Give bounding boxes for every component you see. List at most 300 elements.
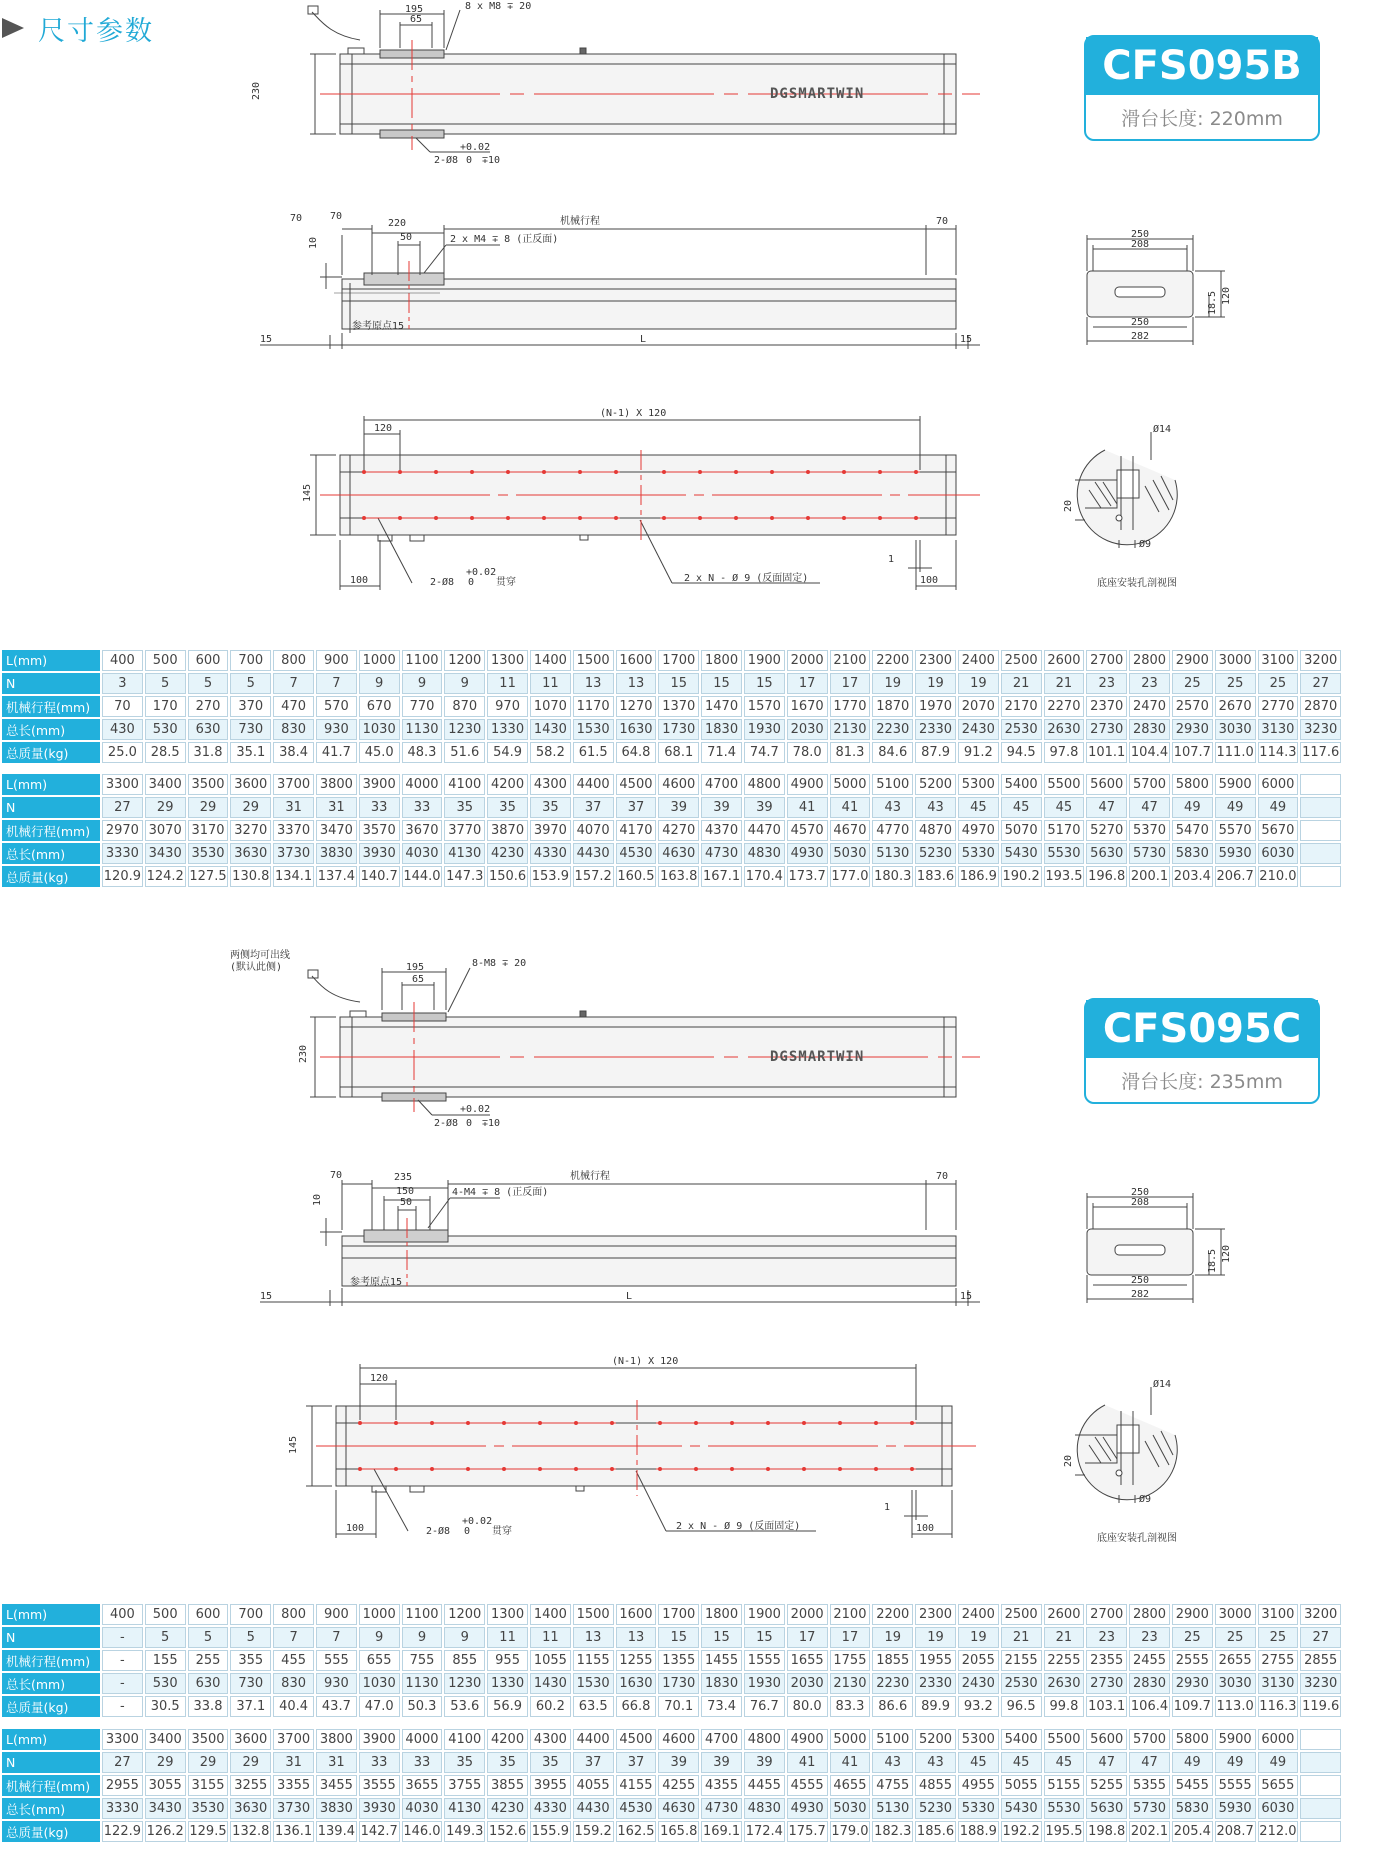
table-cell: 169.1 [701, 1821, 742, 1842]
table-row [2, 820, 1341, 841]
table-cell: 132.8 [230, 1821, 271, 1842]
table-cell: 6000 [1258, 774, 1299, 795]
table-cell: 4300 [530, 774, 571, 795]
pin-depth: ∓10 [482, 155, 501, 166]
table-row [2, 742, 1341, 763]
table-cell: 4570 [787, 820, 828, 841]
table-cell: 2500 [1001, 1604, 1042, 1625]
width-250b: 250 [1131, 317, 1150, 328]
table-cell: 5000 [830, 774, 871, 795]
table-cell: 99.8 [1044, 1696, 1085, 1717]
table-cell: 190.2 [1001, 866, 1042, 887]
table-cell: 19 [958, 1627, 999, 1648]
table-cell: 160.5 [616, 866, 657, 887]
table-cell: 2700 [1086, 1604, 1127, 1625]
table-row [2, 797, 1341, 818]
table-cell: 31.8 [188, 742, 229, 763]
table-cell: 130.8 [230, 866, 271, 887]
one-dim: 1 [888, 554, 895, 565]
table-cell: 1730 [658, 1673, 699, 1694]
table-cell: 2900 [1172, 1604, 1213, 1625]
table-cell: 159.2 [573, 1821, 614, 1842]
pin-tolerance2: 0 [466, 155, 473, 166]
table-cell: 430 [102, 719, 143, 740]
table-cell: 5700 [1129, 1729, 1170, 1750]
table-cell: 2430 [958, 719, 999, 740]
first-dim: 120 [370, 1373, 389, 1384]
table-cell: 58.2 [530, 742, 571, 763]
side-view-drawing [260, 205, 980, 355]
table-cell: 2070 [958, 696, 999, 717]
table-cell: 5030 [830, 1798, 871, 1819]
table-cell: 1200 [444, 1604, 485, 1625]
table-cell: 23 [1086, 1627, 1127, 1648]
table-cell: 13 [573, 673, 614, 694]
table-cell: 9 [402, 1627, 443, 1648]
table-cell: 5630 [1086, 1798, 1127, 1819]
row-label: N [2, 1627, 100, 1648]
table-cell: 47 [1086, 797, 1127, 818]
model-badge-b [1084, 35, 1320, 141]
height-dim: 145 [302, 483, 313, 502]
table-cell: 555 [316, 1650, 357, 1671]
table-cell: 5500 [1044, 1729, 1085, 1750]
table-cell: 203.4 [1172, 866, 1213, 887]
table-cell: 185.6 [915, 1821, 956, 1842]
table-cell: 800 [273, 1604, 314, 1625]
table-cell: 670 [359, 696, 400, 717]
table-cell: 2770 [1258, 696, 1299, 717]
table-cell: 4330 [530, 843, 571, 864]
slide-length: 滑台长度: 220mm [1121, 107, 1283, 130]
table-cell: 1730 [658, 719, 699, 740]
table-cell: 4830 [744, 1798, 785, 1819]
table-cell: 163.8 [658, 866, 699, 887]
table-cell: 37 [616, 797, 657, 818]
table-cell: 1900 [744, 650, 785, 671]
bottom-view-drawing [260, 400, 980, 595]
table-cell: 4430 [573, 1798, 614, 1819]
table-cell: 1770 [830, 696, 871, 717]
table-cell: 3770 [444, 820, 485, 841]
table-cell: 930 [316, 719, 357, 740]
table-cell: 179.0 [830, 1821, 871, 1842]
table-cell: 855 [444, 1650, 485, 1671]
table-cell: 19 [915, 673, 956, 694]
table-cell: 3630 [230, 843, 271, 864]
table-cell: 4155 [616, 1775, 657, 1796]
table-cell: 5730 [1129, 1798, 1170, 1819]
table-cell: 1030 [359, 1673, 400, 1694]
table-cell [1300, 1729, 1341, 1750]
table-cell: 4955 [958, 1775, 999, 1796]
table-cell: 1755 [830, 1650, 871, 1671]
table-cell: 25 [1215, 1627, 1256, 1648]
height-18-5: 18.5 [1207, 290, 1218, 315]
table-cell: 2430 [958, 1673, 999, 1694]
side-view-drawing [260, 1160, 980, 1320]
table-cell: 5630 [1086, 843, 1127, 864]
pin-tolerance2: 0 [464, 1526, 471, 1537]
table-cell: 6030 [1258, 843, 1299, 864]
table-cell: 3070 [145, 820, 186, 841]
table-cell: 139.4 [316, 1821, 357, 1842]
table-cell: 9 [444, 1627, 485, 1648]
table-cell: 2130 [830, 1673, 871, 1694]
table-cell: 770 [402, 696, 443, 717]
table-cell: 31 [316, 1752, 357, 1773]
table-cell: 2600 [1044, 650, 1085, 671]
width-208: 208 [1131, 239, 1150, 250]
spec-table-c2 [0, 1727, 1343, 1844]
table-cell: 2530 [1001, 1673, 1042, 1694]
table-cell: 5530 [1044, 1798, 1085, 1819]
table-cell: 43 [915, 1752, 956, 1773]
table-cell: 3 [102, 673, 143, 694]
table-cell: 1530 [573, 719, 614, 740]
table-cell: 31 [273, 1752, 314, 1773]
table-row [2, 866, 1341, 887]
table-cell: 27 [1300, 1627, 1341, 1648]
table-cell: 35 [444, 1752, 485, 1773]
table-cell: 1230 [444, 719, 485, 740]
table-cell: 86.6 [872, 1696, 913, 1717]
right-100: 100 [916, 1523, 935, 1534]
table-cell: 33 [402, 797, 443, 818]
pin-spec: 2-Ø8 [426, 1526, 451, 1537]
table-cell: 1400 [530, 1604, 571, 1625]
table-cell: 600 [188, 1604, 229, 1625]
table-cell: 29 [230, 1752, 271, 1773]
table-cell: 1600 [616, 1604, 657, 1625]
left-70: 70 [330, 211, 343, 222]
row-label: 总质量(kg) [2, 742, 100, 763]
table-cell: 2470 [1129, 696, 1170, 717]
table-cell: 4330 [530, 1798, 571, 1819]
first-dim: 120 [374, 423, 393, 434]
table-cell: 124.2 [145, 866, 186, 887]
table-cell: 122.9 [102, 1821, 143, 1842]
table-cell: 2870 [1300, 696, 1341, 717]
table-cell: 4055 [573, 1775, 614, 1796]
row-label: 机械行程(mm) [2, 820, 100, 841]
table-cell: 7 [273, 1627, 314, 1648]
table-cell: 270 [188, 696, 229, 717]
table-cell: 4630 [658, 843, 699, 864]
stroke-label: 机械行程 [570, 1171, 610, 1182]
table-cell: 155.9 [530, 1821, 571, 1842]
table-cell: 134.1 [273, 866, 314, 887]
section-header [0, 10, 154, 46]
table-cell: 5500 [1044, 774, 1085, 795]
table-cell: 35 [530, 797, 571, 818]
table-cell: 39 [744, 797, 785, 818]
table-cell: 5430 [1001, 1798, 1042, 1819]
table-cell: - [102, 1673, 143, 1694]
table-cell: 205.4 [1172, 1821, 1213, 1842]
table-cell: 60.2 [530, 1696, 571, 1717]
table-cell: 1830 [701, 1673, 742, 1694]
row-label: 机械行程(mm) [2, 1775, 100, 1796]
inner2-dim: 150 [396, 1186, 415, 1197]
table-cell: 3670 [402, 820, 443, 841]
table-cell: 4600 [658, 1729, 699, 1750]
row-label: 总质量(kg) [2, 866, 100, 887]
table-cell: 49 [1258, 1752, 1299, 1773]
table-cell: 870 [444, 696, 485, 717]
table-cell: 111.0 [1215, 742, 1256, 763]
table-row [2, 673, 1341, 694]
table-cell: 5200 [915, 1729, 956, 1750]
table-cell: 206.7 [1215, 866, 1256, 887]
table-cell: 3300 [102, 774, 143, 795]
table-cell: 5300 [958, 1729, 999, 1750]
pitch-dim: (N-1) X 120 [612, 1356, 679, 1367]
table-cell: 2030 [787, 719, 828, 740]
table-cell: 5070 [1001, 820, 1042, 841]
table-cell: 3030 [1215, 719, 1256, 740]
table-cell: 21 [1001, 1627, 1042, 1648]
table-cell: 1630 [616, 1673, 657, 1694]
table-cell: 2800 [1129, 1604, 1170, 1625]
table-cell: 2600 [1044, 1604, 1085, 1625]
table-cell: 25 [1258, 673, 1299, 694]
table-cell: 41 [787, 1752, 828, 1773]
end-left: 15 [260, 334, 273, 345]
end-left: 15 [260, 1291, 273, 1302]
table-cell: 1855 [872, 1650, 913, 1671]
table-cell: 2900 [1172, 650, 1213, 671]
height-120: 120 [1221, 1244, 1232, 1263]
table-cell: 5330 [958, 1798, 999, 1819]
table-cell: 29 [188, 797, 229, 818]
table-cell [1300, 1798, 1341, 1819]
spec-table-b1 [0, 648, 1343, 765]
table-cell: 29 [188, 1752, 229, 1773]
table-cell: 45 [1044, 1752, 1085, 1773]
table-cell: 1030 [359, 719, 400, 740]
table-cell: 4530 [616, 1798, 657, 1819]
table-row [2, 650, 1341, 671]
table-cell: 3800 [316, 1729, 357, 1750]
width-250: 250 [1131, 1187, 1150, 1198]
table-row [2, 719, 1341, 740]
table-cell: 25 [1258, 1627, 1299, 1648]
table-cell: 126.2 [145, 1821, 186, 1842]
table-cell: 4500 [616, 1729, 657, 1750]
right-100: 100 [920, 575, 939, 586]
table-cell: 500 [145, 1604, 186, 1625]
table-cell: 53.6 [444, 1696, 485, 1717]
table-cell: 186.9 [958, 866, 999, 887]
table-cell: 25 [1172, 1627, 1213, 1648]
inner-dim: 50 [400, 232, 413, 243]
table-cell: 136.1 [273, 1821, 314, 1842]
end-right: 15 [960, 334, 973, 345]
table-cell: 2300 [915, 1604, 956, 1625]
table-cell: 730 [230, 719, 271, 740]
table-cell: 5100 [872, 1729, 913, 1750]
table-cell: 81.3 [830, 742, 871, 763]
spec-table-b2 [0, 772, 1343, 889]
pin-tolerance: +0.02 [460, 142, 491, 153]
table-cell: 1930 [744, 719, 785, 740]
table-cell: 45 [1001, 1752, 1042, 1773]
table-cell: 4800 [744, 774, 785, 795]
right-dim: 70 [936, 1171, 949, 1182]
table-cell: 13 [616, 1627, 657, 1648]
table-cell: 2130 [830, 719, 871, 740]
table-cell: 3955 [530, 1775, 571, 1796]
table-cell: 2855 [1300, 1650, 1341, 1671]
height-18-5: 18.5 [1207, 1248, 1218, 1273]
table-cell: 3155 [188, 1775, 229, 1796]
table-cell: 94.5 [1001, 742, 1042, 763]
table-cell: 5155 [1044, 1775, 1085, 1796]
table-cell: 2330 [915, 719, 956, 740]
table-cell: 2730 [1086, 719, 1127, 740]
table-row [2, 1752, 1341, 1773]
table-cell: 1000 [359, 650, 400, 671]
table-cell: 5555 [1215, 1775, 1256, 1796]
table-cell: 27 [102, 1752, 143, 1773]
table-cell: 31 [273, 797, 314, 818]
table-cell: 91.2 [958, 742, 999, 763]
table-cell: 50.3 [402, 1696, 443, 1717]
table-cell: 11 [530, 1627, 571, 1648]
screw-note: 4-M4 ∓ 8 (正反面) [452, 1187, 549, 1198]
table-cell: 208.7 [1215, 1821, 1256, 1842]
table-cell: 5455 [1172, 1775, 1213, 1796]
table-cell: 1070 [530, 696, 571, 717]
table-cell: 2230 [872, 719, 913, 740]
table-row [2, 1673, 1341, 1694]
table-cell: 1100 [402, 650, 443, 671]
table-cell: 3930 [359, 1798, 400, 1819]
table-cell: 45 [1044, 797, 1085, 818]
table-cell: 35 [530, 1752, 571, 1773]
table-cell: 4600 [658, 774, 699, 795]
table-cell: 2955 [102, 1775, 143, 1796]
length-L: L [626, 1291, 633, 1302]
table-cell: 45 [958, 1752, 999, 1773]
table-cell: 3230 [1300, 719, 1341, 740]
model-badge-c [1084, 998, 1320, 1104]
table-cell: 5530 [1044, 843, 1085, 864]
table-cell: 5255 [1086, 1775, 1127, 1796]
arrow-icon [2, 18, 24, 38]
slide-length: 滑台长度: 235mm [1121, 1070, 1283, 1093]
table-cell: 4870 [915, 820, 956, 841]
table-cell: 142.7 [359, 1821, 400, 1842]
table-row [2, 1821, 1341, 1842]
table-cell: 4900 [787, 774, 828, 795]
table-cell: 4530 [616, 843, 657, 864]
table-cell: 25 [1215, 673, 1256, 694]
table-cell [1300, 843, 1341, 864]
table-cell: 13 [573, 1627, 614, 1648]
table-cell: 5570 [1215, 820, 1256, 841]
spec-table-c1 [0, 1602, 1343, 1719]
table-cell: 2630 [1044, 719, 1085, 740]
table-cell: 3830 [316, 843, 357, 864]
table-cell: 9 [359, 1627, 400, 1648]
width-250b: 250 [1131, 1275, 1150, 1286]
table-cell: 5 [230, 673, 271, 694]
table-cell: 3700 [273, 1729, 314, 1750]
table-cell: 1055 [530, 1650, 571, 1671]
table-cell: 1170 [573, 696, 614, 717]
table-cell: 1100 [402, 1604, 443, 1625]
table-cell: 177.0 [830, 866, 871, 887]
table-cell: 175.7 [787, 1821, 828, 1842]
table-cell: 64.8 [616, 742, 657, 763]
table-cell: 170.4 [744, 866, 785, 887]
table-cell: 96.5 [1001, 1696, 1042, 1717]
table-cell: 4970 [958, 820, 999, 841]
table-cell: 11 [530, 673, 571, 694]
height-dim: 230 [251, 81, 262, 100]
table-cell: 2730 [1086, 1673, 1127, 1694]
table-cell: 3270 [230, 820, 271, 841]
table-cell: 3730 [273, 1798, 314, 1819]
table-cell: 3930 [359, 843, 400, 864]
table-cell: 1830 [701, 719, 742, 740]
length-L: L [640, 334, 647, 345]
stroke-label: 机械行程 [560, 216, 600, 227]
dim-65: 65 [412, 974, 425, 985]
table-cell: 5400 [1001, 774, 1042, 795]
table-cell: 35 [444, 797, 485, 818]
table-cell: 5 [145, 673, 186, 694]
end-right: 15 [960, 1291, 973, 1302]
section-view-drawing [1055, 1375, 1205, 1550]
table-row [2, 843, 1341, 864]
table-cell: 5055 [1001, 1775, 1042, 1796]
table-cell: 2170 [1001, 696, 1042, 717]
table-row [2, 1729, 1341, 1750]
table-cell: 21 [1044, 1627, 1085, 1648]
table-cell: 3400 [145, 1729, 186, 1750]
table-cell: 11 [487, 673, 528, 694]
table-cell: 70 [102, 696, 143, 717]
table-cell: 3900 [359, 1729, 400, 1750]
table-cell: 3000 [1215, 1604, 1256, 1625]
table-cell: 5230 [915, 1798, 956, 1819]
table-cell: 146.0 [402, 1821, 443, 1842]
table-cell: 3255 [230, 1775, 271, 1796]
table-cell: 4100 [444, 774, 485, 795]
table-cell: 3230 [1300, 1673, 1341, 1694]
table-cell: 3200 [1300, 650, 1341, 671]
model-name: CFS095B [1086, 37, 1318, 95]
table-cell: 192.2 [1001, 1821, 1042, 1842]
table-cell: 1400 [530, 650, 571, 671]
table-cell: 5370 [1129, 820, 1170, 841]
table-cell: 1430 [530, 719, 571, 740]
row-label: 总质量(kg) [2, 1696, 100, 1717]
height-dim: 10 [308, 236, 319, 249]
brand-logo: DGSMARTWIN [770, 86, 865, 102]
table-cell: 2570 [1172, 696, 1213, 717]
table-cell: 755 [402, 1650, 443, 1671]
table-cell: 2930 [1172, 1673, 1213, 1694]
table-cell: 1370 [658, 696, 699, 717]
table-cell: 172.4 [744, 1821, 785, 1842]
table-cell: 5600 [1086, 1729, 1127, 1750]
table-cell: 73.4 [701, 1696, 742, 1717]
table-cell: 70.1 [658, 1696, 699, 1717]
